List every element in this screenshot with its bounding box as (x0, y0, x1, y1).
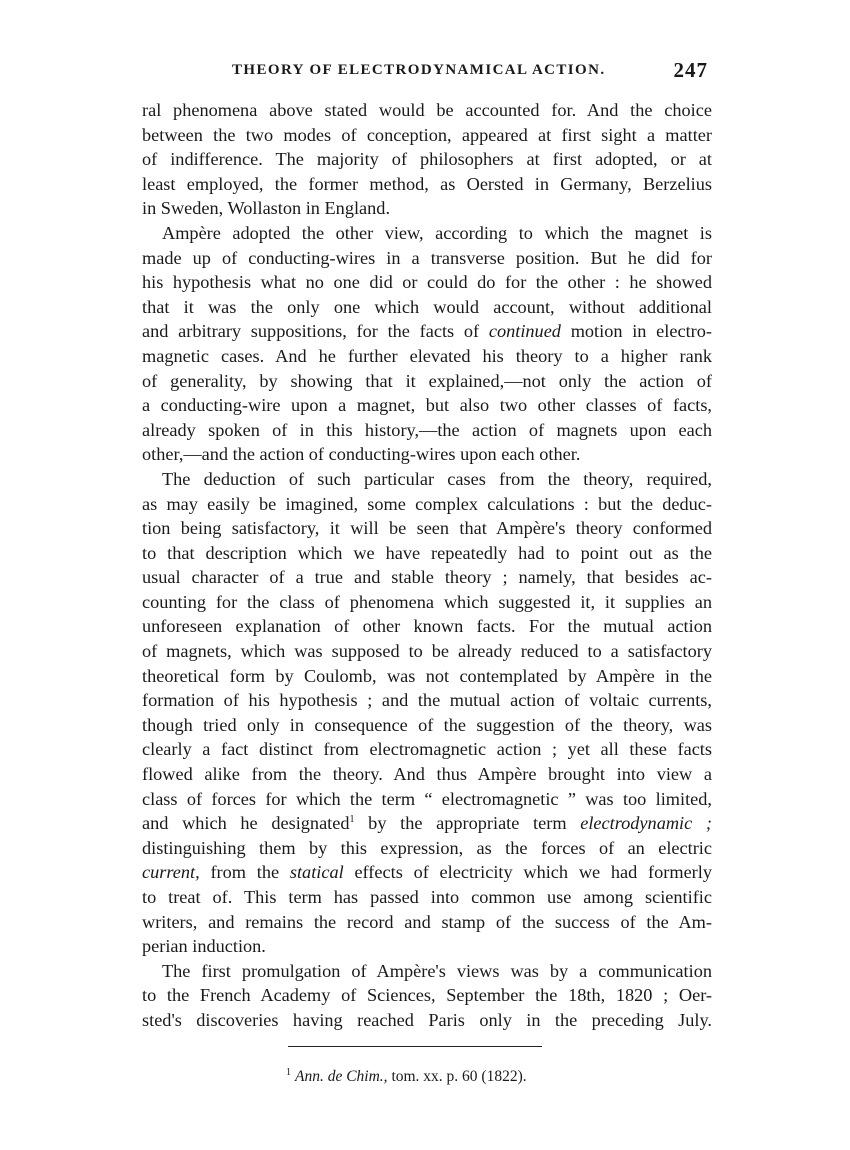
text-fragment: from the (199, 862, 290, 883)
text-fragment: effects of electricity which we had formerly (343, 862, 712, 883)
text-line: class of forces for which the term “ electromagnetic ” was too limited, (142, 788, 712, 809)
text-line: of magnets, which was supposed to be already reduced to a satisfactory (142, 641, 712, 662)
body-text (142, 98, 712, 1033)
text-line-mixed (142, 811, 712, 836)
text-line: though tried only in consequence of the suggestion of the theory, was (142, 714, 712, 735)
text-line: to treat of. This term has passed into common use among scientific (142, 887, 712, 907)
running-title: THEORY OF ELECTRODYNAMICAL ACTION. (232, 62, 606, 78)
footnote-mark: 1 (286, 1067, 291, 1078)
footnote-source: Ann. de Chim., (295, 1068, 388, 1086)
text-line: of generality, by showing that it explained,—not only the action of (142, 370, 712, 391)
text-line: ral phenomena above stated would be accounted for. And the choice (142, 100, 712, 120)
text-line: counting for the class of phenomena which suggested it, it supplies an (142, 591, 712, 612)
text-line: made up of conducting-wires in a transverse position. But he did for (142, 247, 712, 268)
text-fragment: by the appropriate term (354, 813, 581, 834)
text-line: flowed alike from the theory. And thus Ampère brought into view a (142, 764, 712, 785)
footnote-divider (288, 1046, 542, 1047)
text-fragment: motion in electro- (560, 321, 712, 342)
text-line: perian induction. (142, 936, 266, 957)
italic-term: statical (289, 862, 344, 883)
text-line: in Sweden, Wollaston in England. (142, 198, 391, 219)
footnote (286, 1067, 527, 1086)
text-line: already spoken of in this history,—the action of magnets upon each (142, 419, 712, 440)
text-fragment: and which he designated (142, 813, 350, 834)
text-line: that it was the only one which would account, without additional (142, 296, 712, 317)
text-line: sted's discoveries having reached Paris only in the preceding July. (142, 1009, 712, 1030)
footnote-text: tom. xx. p. 60 (1822). (387, 1068, 527, 1086)
text-line: writers, and remains the record and stamp of the success of the Am- (142, 911, 712, 932)
running-head (142, 58, 712, 88)
text-line: other,—and the action of conducting-wires upon each other. (142, 444, 581, 465)
text-line: The first promulgation of Ampère's views was by a communication (162, 960, 712, 981)
text-line: his hypothesis what no one did or could do for the other : he showed (142, 272, 712, 293)
text-line: unforeseen explanation of other known facts. For the mutual action (142, 616, 712, 637)
text-line: a conducting-wire upon a magnet, but also two other classes of facts, (142, 395, 712, 416)
text-line: to that description which we have repeatedly had to point out as the (142, 542, 712, 563)
text-line-mixed (142, 860, 712, 885)
text-line: The deduction of such particular cases from the theory, required, (162, 468, 712, 489)
text-fragment: and arbitrary suppositions, for the facts of (142, 321, 489, 342)
paragraph-1 (142, 98, 712, 221)
text-line: magnetic cases. And he further elevated his theory to a higher rank (142, 345, 712, 366)
text-line: Ampère adopted the other view, according to which the magnet is (162, 222, 712, 243)
text-line: formation of his hypothesis ; and the mutual action of voltaic currents, (142, 690, 712, 711)
italic-term: current, (142, 862, 200, 883)
text-line: between the two modes of conception, appeared at first sight a matter (142, 124, 712, 145)
paragraph-2 (142, 221, 712, 467)
text-line: of indifference. The majority of philosophers at first adopted, or at (142, 149, 712, 170)
text-line: to the French Academy of Sciences, September the 18th, 1820 ; Oer- (142, 985, 712, 1006)
italic-term: continued (488, 321, 561, 342)
text-line: clearly a fact distinct from electromagnetic action ; yet all these facts (142, 739, 712, 760)
paragraph-3 (142, 467, 712, 959)
page-number: 247 (673, 58, 708, 82)
italic-term: electrodynamic ; (580, 813, 712, 834)
text-line: tion being satisfactory, it will be seen that Ampère's theory conformed (142, 518, 712, 539)
text-line: as may easily be imagined, some complex calculations : but the deduc- (142, 493, 712, 514)
text-line: usual character of a true and stable theory ; namely, that besides ac- (142, 567, 712, 588)
text-line: least employed, the former method, as Oersted in Germany, Berzelius (142, 173, 712, 194)
text-line-mixed (142, 319, 712, 344)
paragraph-4 (142, 959, 712, 1033)
text-line: theoretical form by Coulomb, was not contemplated by Ampère in the (142, 665, 712, 686)
text-line: distinguishing them by this expression, as the forces of an electric (142, 837, 712, 858)
footnote-reference[interactable]: 1 (349, 814, 355, 826)
